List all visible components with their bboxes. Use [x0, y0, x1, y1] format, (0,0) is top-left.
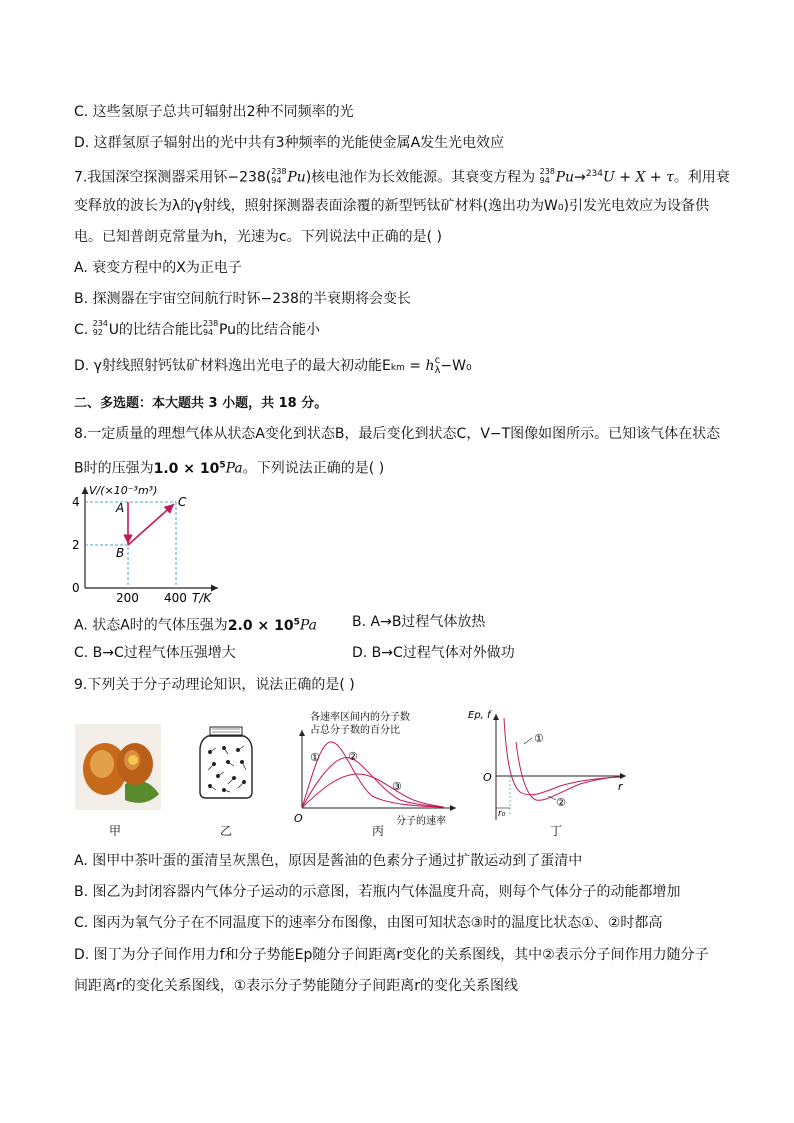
graph3-label-3: ③ [392, 780, 402, 793]
q7-stem-line2: 变释放的波长为λ的γ射线，照射探测器表面涂覆的新型钙钛矿材料(逸出功为W₀)引发光电效应为设备供 [74, 198, 709, 214]
x-tick-400: 400 [164, 591, 187, 605]
graph3-origin: O [294, 812, 303, 825]
q7-text-c: 。利用衰 [673, 169, 730, 186]
graph3-label-1: ① [310, 751, 320, 764]
q8-option-b: B. A→B过程气体放热 [352, 614, 486, 630]
section-header: 二、多选题：本大题共 3 小题，共 18 分。 [74, 396, 328, 411]
y-tick-4: 4 [72, 495, 80, 509]
q9-option-a: A. 图甲中茶叶蛋的蛋清呈灰黑色，原因是酱油的色素分子通过扩散运动到了蛋清中 [74, 853, 583, 869]
q7-text-b: )核电池作为长效能源。其衰变方程为 [305, 169, 536, 186]
q8-stem-line2: B时的压强为$1.0 \times 10^5Pa$。下列说法正确的是( ) [74, 460, 385, 477]
graph4-label-2: ② [556, 796, 566, 809]
q7-option-b: B. 探测器在宇宙空间航行时钚−238的半衰期将会变长 [74, 291, 411, 307]
q9-option-c: C. 图丙为氧气分子在不同温度下的速率分布图像，由图可知状态③时的温度比状态①、②时都高 [74, 915, 663, 931]
caption-bing: 丙 [372, 824, 385, 838]
caption-jia: 甲 [109, 824, 122, 838]
q7-option-d: D. γ射线照射钙钛矿材料逸出光电子的最大初动能Ekm = h c λ −W₀ [74, 355, 472, 376]
q7-option-c: C. 234 92 U的比结合能比 238 94 Pu的比结合能小 [74, 319, 321, 338]
vt-chart [70, 482, 230, 606]
tea-egg-image [75, 724, 161, 810]
y-axis-label: V/(×10⁻³m³) [89, 484, 158, 497]
graph3-title-2: 占总分子数的百分比 [310, 725, 400, 736]
pu-nuclide-2: 238 94 [539, 166, 555, 185]
gas-jar-image [198, 726, 254, 800]
q9-option-b: B. 图乙为封闭容器内气体分子运动的示意图，若瓶内气体温度升高，则每个气体分子的动能都增加 [74, 884, 681, 900]
q7-stem-line1: 7.我国深空探测器采用钚−238( 238 94 Pu)核电池作为长效能源。其衰变方程为 238 94 Pu→$^{234}$U + X + τ。利用衰 [74, 166, 730, 186]
speed-distribution-graph [292, 708, 462, 832]
q9-option-d-line2: 间距离r的变化关系图线，①表示分子势能随分子间距离r的变化关系图线 [74, 978, 519, 994]
q7-option-a: A. 衰变方程中的X为正电子 [74, 260, 242, 276]
q8-option-a: A. 状态A时的气体压强为$2.0 \times 10^5Pa$ [74, 617, 317, 634]
graph4-label-1: ① [534, 732, 544, 745]
graph4-xlabel: r [618, 780, 623, 793]
q6-option-d: D. 这群氢原子辐射出的光中共有3种频率的光能使金属A发生光电效应 [74, 135, 505, 151]
q7-text-a: 7.我国深空探测器采用钚−238( [74, 169, 272, 186]
y-tick-0: 0 [72, 581, 80, 595]
q8-option-c: C. B→C过程气体压强增大 [74, 645, 236, 661]
q8-stem-line1: 8.一定质量的理想气体从状态A变化到状态B，最后变化到状态C，V−T图像如图所示。已知该气体在状态 [74, 426, 721, 442]
q6-option-c: C. 这些氢原子总共可辐射出2种不同频率的光 [74, 104, 354, 120]
y-tick-2: 2 [72, 538, 80, 552]
q7-stem-line3: 电。已知普朗克常量为h，光速为c。下列说法中正确的是( ) [74, 229, 442, 245]
graph3-label-2: ② [348, 750, 358, 763]
graph4-origin: O [483, 771, 492, 784]
pu-nuclide: 238 94 [271, 166, 287, 185]
q9-stem: 9.下列关于分子动理论知识，说法正确的是( ) [74, 677, 355, 693]
x-axis-label: T/K [192, 591, 212, 605]
point-a-label: A [116, 501, 125, 515]
graph4-r0: r₀ [498, 809, 506, 819]
point-c-label: C [178, 495, 187, 509]
x-tick-200: 200 [116, 591, 139, 605]
graph4-ylabel: Ep, f [468, 710, 491, 721]
graph3-xlabel: 分子的速率 [396, 816, 446, 827]
q8-option-d: D. B→C过程气体对外做功 [352, 645, 515, 661]
caption-yi: 乙 [220, 824, 233, 838]
point-b-label: B [116, 546, 125, 560]
process-b-to-c [128, 504, 174, 545]
caption-ding: 丁 [550, 824, 563, 838]
q9-option-d-line1: D. 图丁为分子间作用力f和分子势能Ep随分子间距离r变化的关系图线，其中②表示分子间作用力随分子 [74, 947, 709, 963]
molecular-force-graph [468, 704, 630, 822]
graph3-title-1: 各速率区间内的分子数 [310, 712, 410, 723]
